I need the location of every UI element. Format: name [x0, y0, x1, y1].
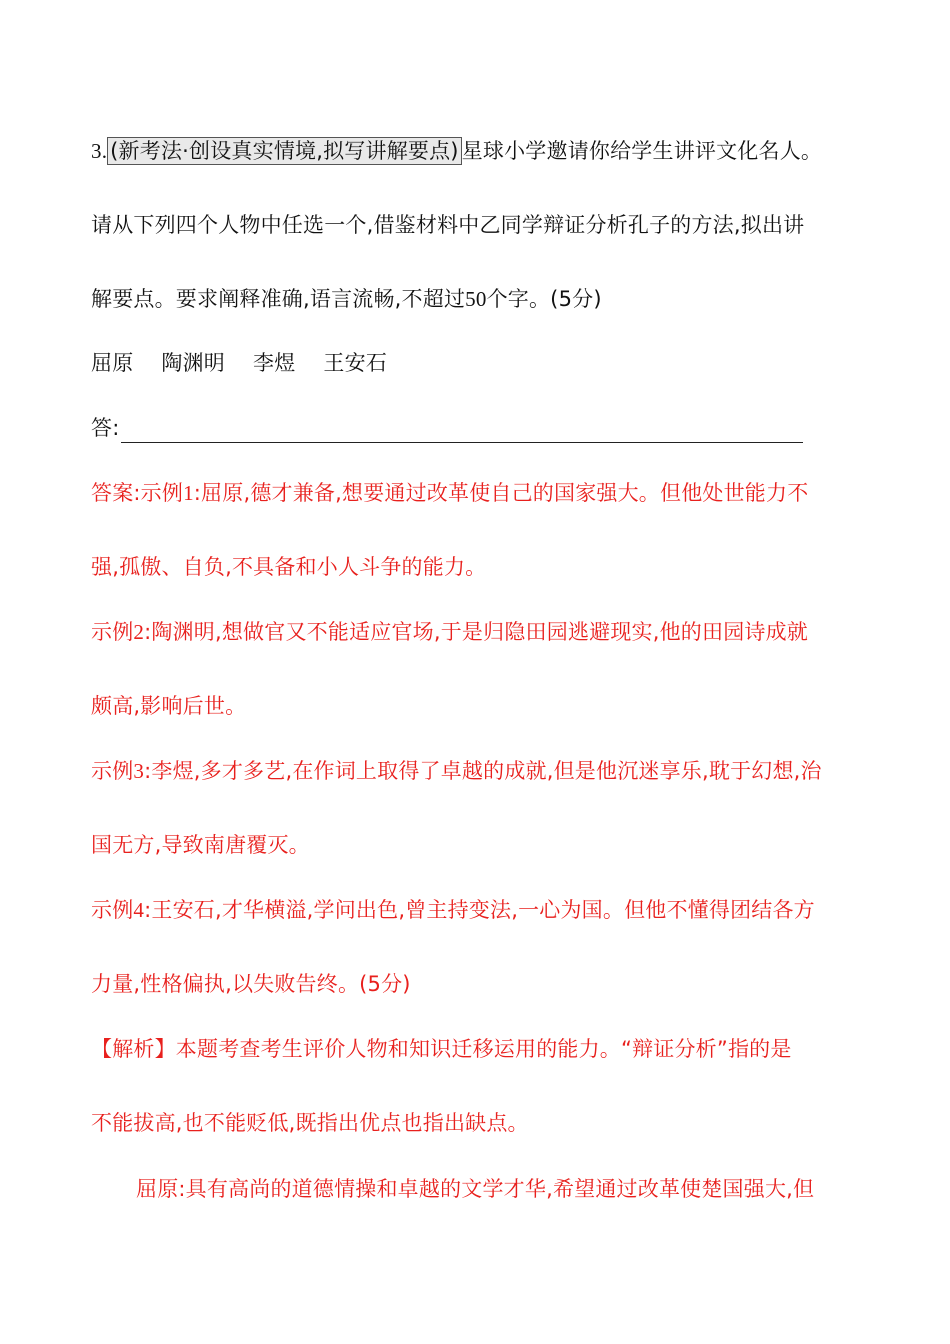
example-3-text: :李煜,多才多艺,在作词上取得了卓越的成就,但是他沉迷享乐,耽于幻想,治	[144, 759, 822, 783]
example-1-label: 答案:示例	[91, 481, 184, 505]
answer-blank-line[interactable]	[121, 418, 803, 443]
analysis-qu-yuan-text: 屈原:具有高尚的道德情操和卓越的文学才华,希望通过改革使楚国强大,但	[136, 1177, 815, 1201]
example-4-text: :王安石,才华横溢,学问出色,曾主持变法,一心为国。但他不懂得团结各方	[144, 898, 815, 922]
example-3-number: 3	[133, 759, 145, 783]
example-2-number: 2	[133, 620, 145, 644]
names-list	[91, 348, 415, 378]
example-4-line-2	[91, 969, 411, 999]
name-option: 李煜	[253, 351, 296, 375]
question-score: (5分)	[550, 287, 602, 311]
example-4-score: (5分)	[359, 972, 411, 996]
example-3-label: 示例	[91, 759, 134, 783]
example-1-text: :屈原,德才兼备,想要通过改革使自己的国家强大。但他处世能力不	[193, 481, 809, 505]
example-1-line-2	[91, 552, 486, 582]
example-3-line-1	[91, 756, 822, 786]
example-1-line-1	[91, 478, 808, 508]
question-line-1-text: 星球小学邀请你给学生讲评文化名人。	[461, 139, 823, 163]
name-option: 屈原	[91, 351, 134, 375]
example-4-number: 4	[133, 898, 145, 922]
answer-row	[91, 413, 803, 443]
example-4-text-cont: 力量,性格偏执,以失败告终。	[91, 972, 360, 996]
question-line-3	[91, 284, 602, 314]
question-line-2-text: 请从下列四个人物中任选一个,借鉴材料中乙同学辩证分析孔子的方法,拟出讲	[91, 213, 805, 237]
question-line-3-text-b: 个字。	[486, 287, 551, 311]
analysis-line-1	[91, 1034, 792, 1064]
analysis-line-3	[136, 1174, 814, 1204]
example-4-label: 示例	[91, 898, 134, 922]
example-3-text-cont: 国无方,导致南唐覆灭。	[91, 833, 310, 857]
analysis-line-2	[91, 1108, 529, 1138]
question-type-tag: (新考法·创设真实情境,拟写讲解要点)	[107, 137, 462, 165]
example-4-line-1	[91, 895, 815, 925]
answer-label: 答:	[91, 416, 120, 440]
question-number: 3.	[91, 139, 108, 163]
analysis-text-cont: 不能拔高,也不能贬低,既指出优点也指出缺点。	[91, 1111, 529, 1135]
example-2-line-2	[91, 691, 246, 721]
word-limit-number: 50	[465, 287, 487, 311]
analysis-text: 【解析】本题考查考生评价人物和知识迁移运用的能力。“辩证分析”指的是	[91, 1037, 792, 1061]
question-line-1	[91, 136, 822, 166]
example-3-line-2	[91, 830, 310, 860]
question-line-2	[91, 210, 804, 240]
example-1-text-cont: 强,孤傲、自负,不具备和小人斗争的能力。	[91, 555, 487, 579]
name-option: 王安石	[323, 351, 388, 375]
example-1-number: 1	[183, 481, 194, 505]
name-option: 陶渊明	[161, 351, 226, 375]
example-2-text: :陶渊明,想做官又不能适应官场,于是归隐田园逃避现实,他的田园诗成就	[144, 620, 809, 644]
question-line-3-text-a: 解要点。要求阐释准确,语言流畅,不超过	[91, 287, 466, 311]
example-2-text-cont: 颇高,影响后世。	[91, 694, 247, 718]
example-2-line-1	[91, 617, 808, 647]
example-2-label: 示例	[91, 620, 134, 644]
